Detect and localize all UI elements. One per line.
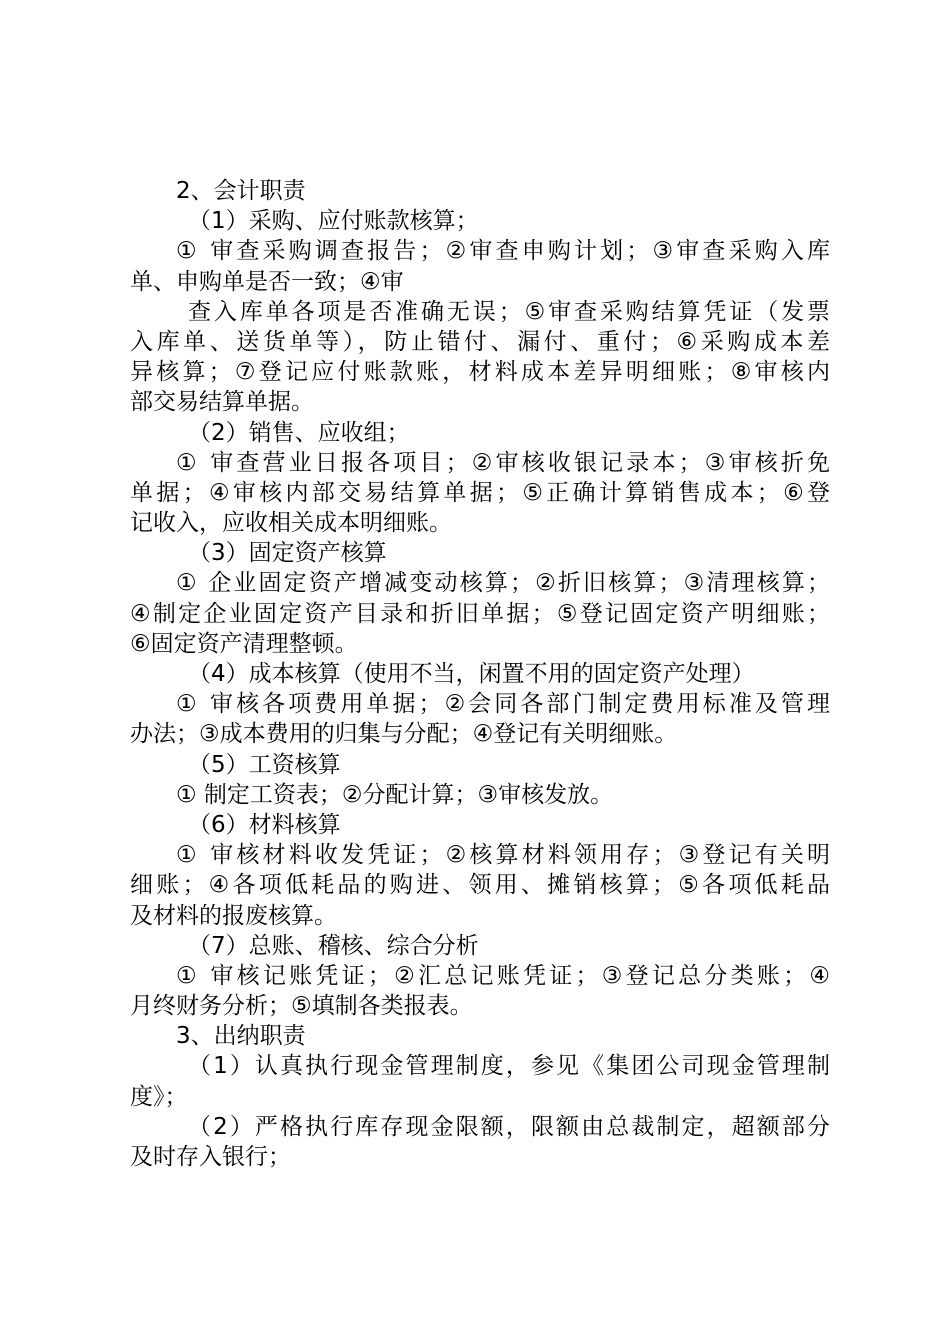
text-line: （1）认真执行现金管理制度，参见《集团公司现金管理制 (188, 1053, 830, 1080)
text-line: （7）总账、稽核、综合分析 (188, 932, 479, 959)
text-line: 入库单、送货单等），防止错付、漏付、重付；⑥采购成本差 (130, 328, 830, 355)
text-line: （4）成本核算（使用不当，闲置不用的固定资产处理） (188, 661, 755, 687)
text-line: 及材料的报废核算。 (130, 902, 337, 929)
text-line: 月终财务分析；⑤填制各类报表。 (130, 993, 473, 1020)
text-line: 2、会计职责 (176, 178, 306, 204)
text-line: 单、申购单是否一致；④审 (130, 268, 404, 295)
text-line: 记收入，应收相关成本明细账。 (130, 510, 452, 537)
text-line: ① 制定工资表；②分配计算；③审核发放。 (176, 781, 614, 808)
document-body (130, 176, 830, 1172)
text-line: 及时存入银行； (130, 1144, 291, 1170)
text-line: ① 审核各项费用单据；②会同各部门制定费用标准及管理 (176, 691, 830, 718)
text-line: ① 审核记账凭证；②汇总记账凭证；③登记总分类账；④ (176, 962, 830, 989)
text-line: （5）工资核算 (188, 751, 341, 778)
text-line: ④制定企业固定资产目录和折旧单据；⑤登记固定资产明细账； (130, 600, 830, 627)
text-line: 异核算；⑦登记应付账款账，材料成本差异明细账；⑧审核内 (130, 359, 830, 386)
text-line: （1）采购、应付账款核算； (188, 208, 479, 235)
text-line: 办法；③成本费用的归集与分配；④登记有关明细账。 (130, 721, 678, 748)
text-line: （2）严格执行库存现金限额，限额由总裁制定，超额部分 (188, 1113, 830, 1140)
text-line: （6）材料核算 (188, 811, 341, 838)
text-line: ⑥固定资产清理整顿。 (130, 630, 358, 657)
text-line: ① 企业固定资产增减变动核算；②折旧核算；③清理核算； (176, 570, 830, 597)
text-line: 部交易结算单据。 (130, 389, 314, 416)
text-line: ① 审查采购调查报告；②审查申购计划；③审查采购入库 (176, 238, 830, 265)
text-line: 度》； (130, 1083, 188, 1110)
text-line: （2）销售、应收组； (188, 419, 410, 446)
text-line: 查入库单各项是否准确无误；⑤审查采购结算凭证（发票 (188, 298, 830, 325)
text-line: （3）固定资产核算 (188, 540, 387, 567)
text-line: ① 审查营业日报各项目；②审核收银记录本；③审核折免 (176, 449, 830, 476)
text-line: ① 审核材料收发凭证；②核算材料领用存；③登记有关明 (176, 842, 830, 869)
text-line: 细账；④各项低耗品的购进、领用、摊销核算；⑤各项低耗品 (130, 872, 830, 899)
text-line: 单据；④审核内部交易结算单据；⑤正确计算销售成本；⑥登 (130, 479, 830, 506)
text-line: 3、出纳职责 (176, 1023, 306, 1050)
